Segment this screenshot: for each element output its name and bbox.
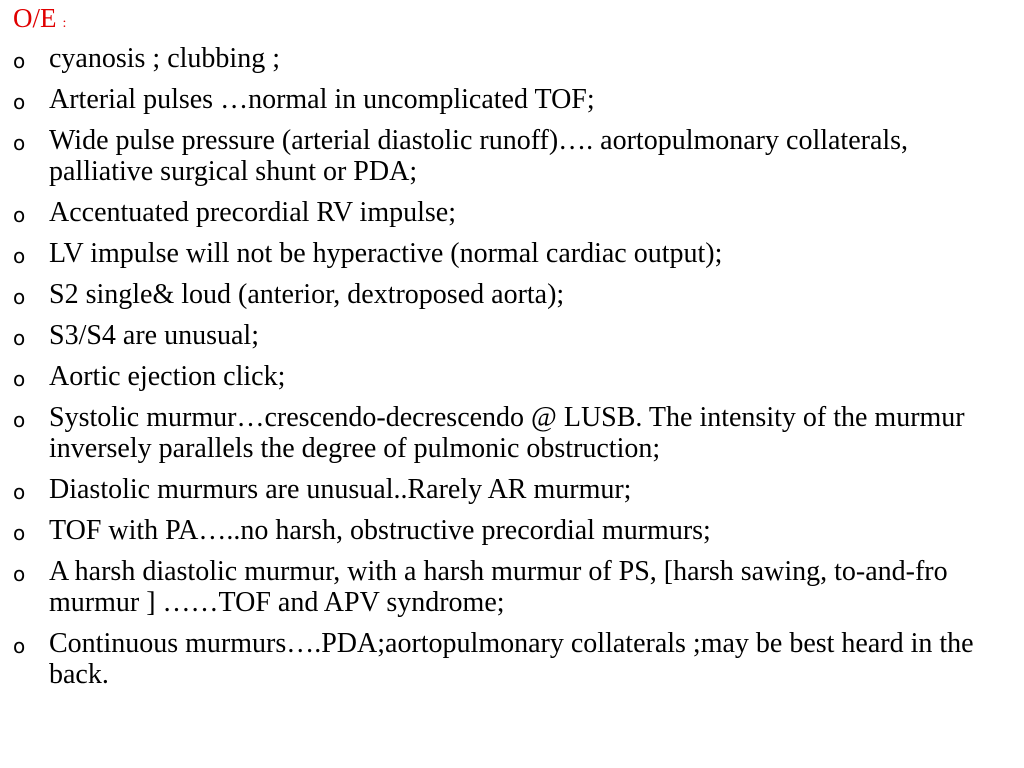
bullet-item — [0, 402, 1024, 464]
bullet-item — [0, 515, 1024, 546]
bullet-marker-icon: o — [13, 49, 26, 73]
bullet-item — [0, 197, 1024, 228]
bullet-text: A harsh diastolic murmur, with a harsh murmur of PS, [harsh sawing, to-and-fro murmur ] ……TOF and APV syndrome; — [49, 556, 948, 618]
bullet-text: LV impulse will not be hyperactive (normal cardiac output); — [49, 238, 723, 269]
slide-heading — [13, 2, 66, 40]
bullet-item — [0, 125, 1024, 187]
bullet-marker-icon: o — [13, 562, 26, 586]
bullet-marker-icon: o — [13, 131, 26, 155]
bullet-item — [0, 361, 1024, 392]
bullet-marker-icon: o — [13, 203, 26, 227]
bullet-item — [0, 556, 1024, 618]
bullet-marker-icon: o — [13, 326, 26, 350]
bullet-marker-icon: o — [13, 90, 26, 114]
bullet-marker-icon: o — [13, 244, 26, 268]
heading-colon: : — [62, 16, 67, 31]
bullet-text: Accentuated precordial RV impulse; — [49, 197, 456, 228]
bullet-text: Systolic murmur…crescendo-decrescendo @ LUSB. The intensity of the murmur inversely parallels the degree of pulmonic obstruction; — [49, 402, 965, 464]
bullet-item — [0, 43, 1024, 74]
bullet-text: Continuous murmurs….PDA;aortopulmonary collaterals ;may be best heard in the back. — [49, 628, 974, 690]
bullet-text: Arterial pulses …normal in uncomplicated TOF; — [49, 84, 595, 115]
heading-text: O/E — [13, 3, 57, 33]
bullet-marker-icon: o — [13, 367, 26, 391]
bullet-item — [0, 320, 1024, 351]
bullet-item — [0, 84, 1024, 115]
bullet-item — [0, 238, 1024, 269]
bullet-text: Wide pulse pressure (arterial diastolic runoff)…. aortopulmonary collaterals, palliative surgical shunt or PDA; — [49, 125, 909, 187]
bullet-item — [0, 628, 1024, 690]
bullet-text: TOF with PA…..no harsh, obstructive precordial murmurs; — [49, 515, 711, 546]
bullet-text: S2 single& loud (anterior, dextroposed aorta); — [49, 279, 565, 310]
bullet-text: Aortic ejection click; — [49, 361, 286, 392]
bullet-item — [0, 279, 1024, 310]
bullet-marker-icon: o — [13, 480, 26, 504]
bullet-marker-icon: o — [13, 285, 26, 309]
bullet-text: cyanosis ; clubbing ; — [49, 43, 280, 74]
bullet-item — [0, 474, 1024, 505]
bullet-text: S3/S4 are unusual; — [49, 320, 259, 351]
bullet-text: Diastolic murmurs are unusual..Rarely AR murmur; — [49, 474, 632, 505]
bullet-list — [0, 43, 1024, 700]
bullet-marker-icon: o — [13, 521, 26, 545]
bullet-marker-icon: o — [13, 634, 26, 658]
bullet-marker-icon: o — [13, 408, 26, 432]
